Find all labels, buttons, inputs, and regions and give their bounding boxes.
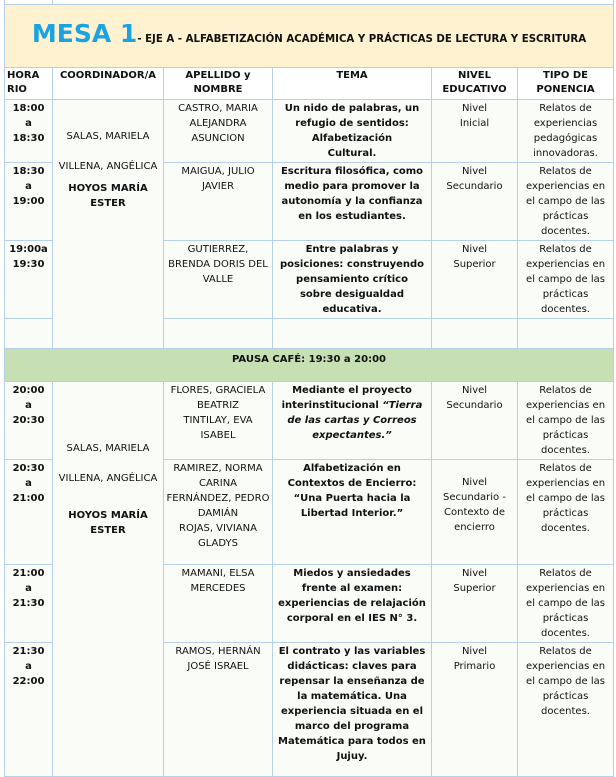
coordinator-cell: [53, 382, 164, 777]
tipo-cell: Relatos de experiencias pedagógicas innovadoras.: [518, 100, 614, 163]
header-coordinador: COORDINADOR/A: [53, 68, 164, 100]
schedule-table: [4, 4, 614, 777]
coordinator-name: HOYOS MARÍA ESTER: [68, 510, 148, 536]
time-cell: 20:30 a 21:00: [5, 460, 53, 565]
tema-cell: Alfabetización en Contextos de Encierro: “Una Puerta hacia la Libertad Interior.”: [273, 460, 432, 565]
tema-cell: Escritura filosófica, como medio para promover la autonomía y la confianza en los estudiantes.: [273, 163, 432, 241]
table-row: [5, 100, 614, 163]
tipo-cell: Relatos de experiencias en el campo de las prácticas docentes.: [518, 460, 614, 565]
header-nivel: NIVEL EDUCATIVO: [432, 68, 518, 100]
time-cell: 20:00 a 20:30: [5, 382, 53, 460]
mesa-title: MESA 1: [31, 18, 138, 48]
empty-cell: [432, 319, 518, 349]
coordinator-name: HOYOS MARÍA ESTER: [68, 183, 148, 209]
name-cell: FLORES, GRACIELA BEATRIZ TINTILAY, EVA ISABEL: [164, 382, 273, 460]
title-cell: [5, 5, 614, 68]
empty-cell: [164, 319, 273, 349]
tipo-cell: Relatos de experiencias en el campo de las prácticas docentes.: [518, 241, 614, 319]
header-row: [5, 68, 614, 100]
name-cell: MAMANI, ELSA MERCEDES: [164, 565, 273, 643]
coordinator-name: SALAS, MARIELA: [66, 443, 150, 454]
empty-cell: [518, 319, 614, 349]
header-tema: TEMA: [273, 68, 432, 100]
nivel-cell: Nivel Superior: [432, 565, 518, 643]
nivel-cell: Nivel Secundario - Contexto de encierro: [432, 460, 518, 565]
empty-cell: [5, 319, 53, 349]
tema-cell: Mediante el proyecto interinstitucional “Tierra de las cartas y Correos expectantes.”: [273, 382, 432, 460]
name-cell: GUTIERREZ, BRENDA DORIS DEL VALLE: [164, 241, 273, 319]
nivel-cell: Nivel Secundario: [432, 382, 518, 460]
name-cell: RAMOS, HERNÁN JOSÉ ISRAEL: [164, 643, 273, 777]
time-cell: 21:30 a 22:00: [5, 643, 53, 777]
tipo-cell: Relatos de experiencias en el campo de las prácticas docentes.: [518, 382, 614, 460]
title-row: [5, 5, 614, 68]
tema-italic: “Tierra de las cartas y Correos expectantes.”: [287, 400, 423, 441]
table-row: [5, 382, 614, 460]
tipo-cell: Relatos de experiencias en el campo de las prácticas docentes.: [518, 565, 614, 643]
time-cell: 21:00 a 21:30: [5, 565, 53, 643]
tipo-cell: Relatos de experiencias en el campo de las prácticas docentes.: [518, 643, 614, 777]
nivel-cell: Nivel Superior: [432, 241, 518, 319]
tema-cell: Entre palabras y posiciones: construyendo pensamiento crítico sobre desigualdad educativa.: [273, 241, 432, 319]
nivel-cell: Nivel Inicial: [432, 100, 518, 163]
tema-cell: Miedos y ansiedades frente al examen: experiencias de relajación corporal en el IES N° 3.: [273, 565, 432, 643]
nivel-cell: Nivel Primario: [432, 643, 518, 777]
time-cell: 19:00a 19:30: [5, 241, 53, 319]
nivel-cell: Nivel Secundario: [432, 163, 518, 241]
tema-cell: El contrato y las variables didácticas: claves para repensar la enseñanza de la matemática. Una experiencia situada en el marco del programa Matemática para todos en Jujuy.: [273, 643, 432, 777]
header-horario: HORA RIO: [5, 68, 53, 100]
coordinator-name: VILLENA, ANGÉLICA: [58, 473, 158, 484]
time-cell: 18:30 a 19:00: [5, 163, 53, 241]
name-cell: CASTRO, MARIA ALEJANDRA ASUNCION: [164, 100, 273, 163]
pause-label: PAUSA CAFÉ: 19:30 a 20:00: [5, 349, 614, 382]
coordinator-name: SALAS, MARIELA: [66, 131, 150, 142]
header-apellido: APELLIDO y NOMBRE: [164, 68, 273, 100]
empty-cell: [273, 319, 432, 349]
name-cell: MAIGUA, JULIO JAVIER: [164, 163, 273, 241]
coordinator-cell: [53, 100, 164, 349]
pause-row: [5, 349, 614, 382]
eje-title: - EJE A - ALFABETIZACIÓN ACADÉMICA Y PRÁCTICAS DE LECTURA Y ESCRITURA: [137, 33, 587, 45]
coordinator-name: VILLENA, ANGÉLICA: [58, 161, 158, 172]
name-cell: RAMIREZ, NORMA CARINA FERNÁNDEZ, PEDRO DAMIÁN ROJAS, VIVIANA GLADYS: [164, 460, 273, 565]
header-tipo: TIPO DE PONENCIA: [518, 68, 614, 100]
tema-cell: Un nido de palabras, un refugio de sentidos: Alfabetización Cultural.: [273, 100, 432, 163]
time-cell: 18:00 a 18:30: [5, 100, 53, 163]
tipo-cell: Relatos de experiencias en el campo de las prácticas docentes.: [518, 163, 614, 241]
